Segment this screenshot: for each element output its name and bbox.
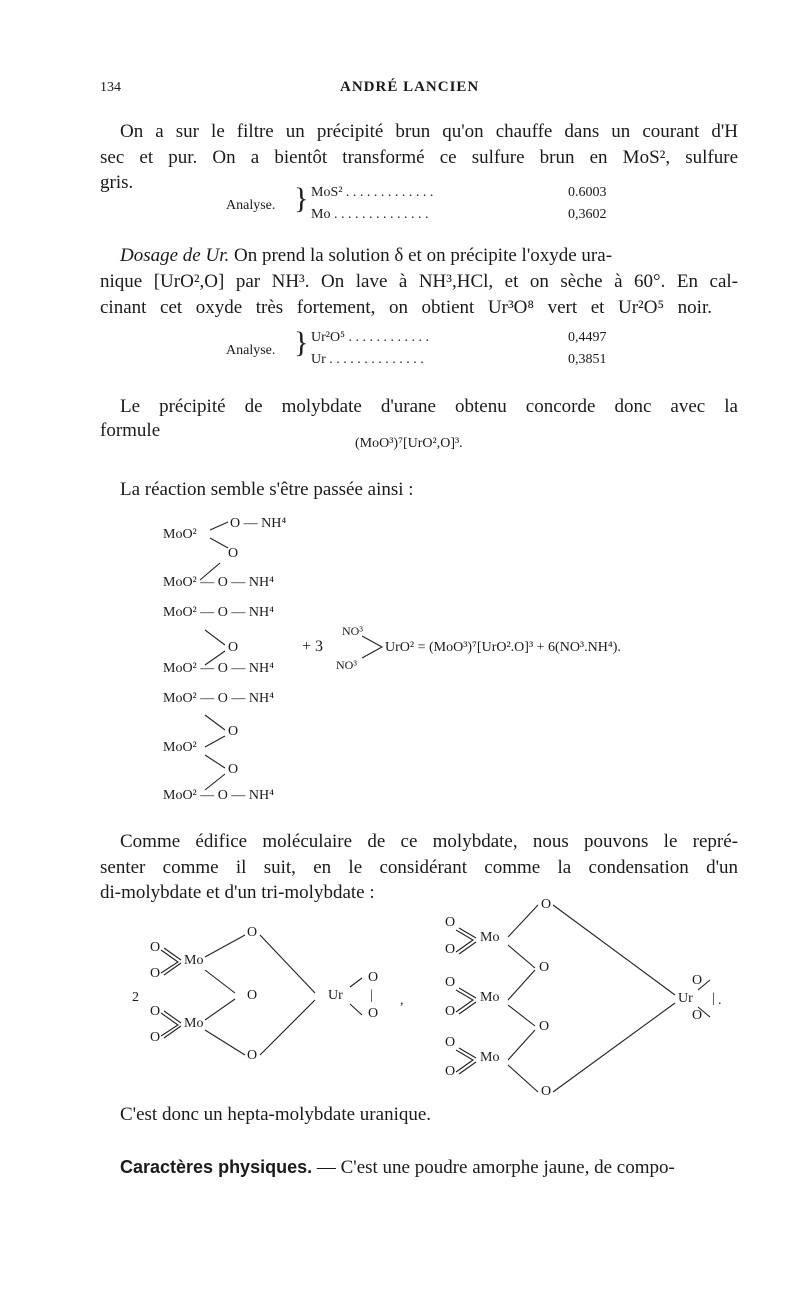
para2-line3: cinant cet oxyde très fortement, on obtient Ur³O⁸ vert et Ur²O⁵ noir. — [100, 297, 712, 318]
analysis2-row2-name: Ur . . . . . . . . . . . . . . — [311, 352, 424, 367]
para3-line2: formule — [100, 420, 161, 441]
struct1-o-tl2: O — [150, 1004, 161, 1019]
struct1-coef: 2 — [132, 990, 139, 1005]
reaction-c1: MoO² — O — NH⁴ — [163, 691, 274, 706]
struct2-o3a: O — [445, 1035, 456, 1050]
struct2-o-m1: O — [539, 960, 550, 975]
reaction-no3-bot: NO³ — [336, 658, 357, 672]
para2-line2: nique [UrO²,O] par NH³. On lave à NH³,HCl, et on sèche à 60°. En cal- — [100, 271, 738, 292]
struct2-o-m2: O — [539, 1019, 550, 1034]
analysis1-row1-name: MoS² . . . . . . . . . . . . . — [311, 185, 434, 200]
formula: (MoO³)⁷[UrO²,O]³. — [355, 436, 463, 451]
struct1-o-bl: O — [150, 966, 161, 981]
struct1-ur: Ur — [328, 988, 343, 1003]
reaction-a2: MoO² — [163, 527, 197, 542]
struct2-ur-o2: O — [692, 1008, 703, 1023]
struct2-o2a: O — [445, 975, 456, 990]
analysis2-label: Analyse. — [226, 343, 276, 358]
struct2-ur: Ur — [678, 991, 693, 1006]
struct2-o1b: O — [445, 942, 456, 957]
reaction-a1: O — NH⁴ — [230, 516, 287, 531]
dosage-heading: Dosage de Ur. — [120, 245, 230, 266]
analysis1-row1-value: 0.6003 — [568, 185, 607, 200]
struct1-o-tl: O — [150, 940, 161, 955]
analysis2-row1-value: 0,4497 — [568, 330, 607, 345]
para1-line2: sec et pur. On a bientôt transformé ce sulfure brun en MoS², sulfure — [100, 147, 738, 168]
para5-line1: Comme édifice moléculaire de ce molybdate, nous pouvons le repré- — [120, 831, 738, 852]
struct2-mo3: Mo — [480, 1050, 500, 1065]
para5-line2: senter comme il suit, en le considérant comme la condensation d'un — [100, 857, 738, 878]
reaction-c2: O — [228, 724, 239, 739]
para4-line1: La réaction semble s'être passée ainsi : — [120, 479, 414, 500]
reaction-product: UrO² = (MoO³)⁷[UrO².O]³ + 6(NO³.NH⁴). — [385, 640, 621, 655]
analysis1-label: Analyse. — [226, 198, 276, 213]
struct2-o2b: O — [445, 1004, 456, 1019]
para1-line3: gris. — [100, 172, 134, 193]
struct2-o-bot: O — [541, 1084, 552, 1099]
reaction-c4: O — [228, 762, 239, 777]
reaction-c5: MoO² — O — NH⁴ — [163, 788, 274, 803]
analysis1-row2-name: Mo . . . . . . . . . . . . . . — [311, 207, 429, 222]
para1-line1: On a sur le filtre un précipité brun qu'on chauffe dans un courant d'H — [120, 121, 738, 142]
reaction-plus: + 3 — [302, 638, 324, 655]
struct2-end: . — [718, 993, 722, 1008]
struct2-o3b: O — [445, 1064, 456, 1079]
analysis2-row2-value: 0,3851 — [568, 352, 607, 367]
struct1-o-bot: O — [247, 1048, 258, 1063]
section-heading: Caractères physiques. — [120, 1157, 313, 1177]
struct1-o-bl2: O — [150, 1030, 161, 1045]
reaction-a4: MoO² — O — NH⁴ — [163, 575, 274, 590]
analysis1-row2-value: 0,3602 — [568, 207, 607, 222]
reaction-a3: O — [228, 546, 239, 561]
struct2-mo2: Mo — [480, 990, 500, 1005]
struct2-mo1: Mo — [480, 930, 500, 945]
reaction-b1: MoO² — O — NH⁴ — [163, 605, 274, 620]
reaction-b2: O — [228, 640, 239, 655]
struct1-ur-o1: O — [368, 970, 379, 985]
structure-separator: , — [400, 993, 404, 1008]
running-title: ANDRÉ LANCIEN — [340, 79, 480, 95]
analysis2-row1-name: Ur²O⁵ . . . . . . . . . . . . — [311, 330, 429, 345]
para7-line1: Caractères physiques. — C'est une poudre amorphe jaune, de compo- — [120, 1157, 675, 1178]
analysis2-brace: } — [294, 326, 309, 359]
para6-line1: C'est donc un hepta-molybdate uranique. — [120, 1104, 432, 1125]
struct2-o-top: O — [541, 897, 552, 912]
page-number: 134 — [100, 80, 121, 95]
para3-line1: Le précipité de molybdate d'urane obtenu concorde donc avec la — [120, 396, 738, 417]
struct1-ur-o2: O — [368, 1006, 379, 1021]
struct1-ur-bar: | — [370, 988, 373, 1003]
struct1-o-mid: O — [247, 988, 258, 1003]
para2-line1: Dosage de Ur. On prend la solution δ et on précipite l'oxyde ura- — [120, 245, 613, 266]
struct2-ur-bar: | — [712, 991, 715, 1006]
struct1-mo1: Mo — [184, 953, 204, 968]
struct2-ur-o1: O — [692, 973, 703, 988]
reaction-c3: MoO² — [163, 740, 197, 755]
analysis1-brace: } — [294, 182, 309, 215]
reaction-b3: MoO² — O — NH⁴ — [163, 661, 274, 676]
struct1-o-top: O — [247, 925, 258, 940]
reaction-no3-top: NO³ — [342, 624, 363, 638]
struct1-mo2: Mo — [184, 1016, 204, 1031]
struct2-o1a: O — [445, 915, 456, 930]
para5-line3: di-molybdate et d'un tri-molybdate : — [100, 882, 375, 903]
